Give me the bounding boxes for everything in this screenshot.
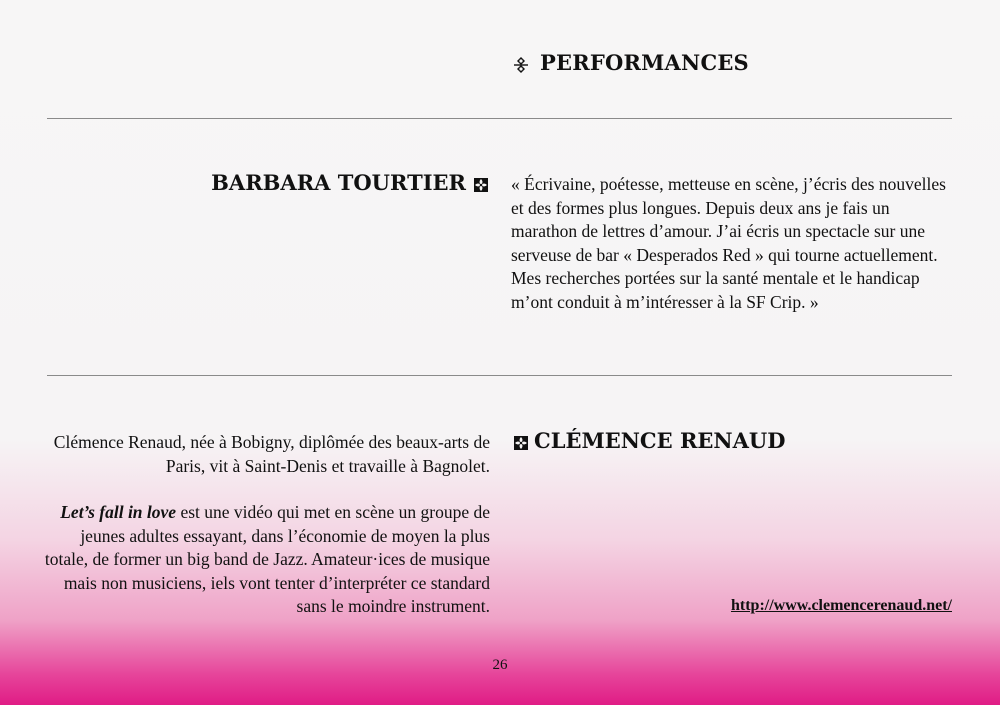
flower-ornament-icon xyxy=(472,174,490,192)
flower-ornament-icon xyxy=(512,432,530,450)
section-title: PERFORMANCES xyxy=(540,50,749,75)
statement-text: « Écrivaine, poétesse, metteuse en scène, j’écris des nouvelles et des formes plus longues. Depuis deux ans je fais un marathon de lettres d’amour. J’ai écris un spectacle sur une serveuse de bar « Desperados Red » qui tourne actuellement. Mes recherches portées sur la santé mentale et le handicap m’ont conduit à m’intéresser à la SF Crip. » xyxy=(511,174,946,312)
artist-name-text: CLÉMENCE RENAUD xyxy=(534,428,786,453)
bio-text: Clémence Renaud, née à Bobigny, diplômée des beaux-arts de Paris, vit à Saint-Denis et travaille à Bagnolet. xyxy=(53,432,490,476)
divider xyxy=(47,118,952,119)
ornament-icon xyxy=(512,54,530,72)
divider xyxy=(47,375,952,376)
work-description-text: est une vidéo qui met en scène un groupe de jeunes adultes essayant, dans l’économie de moyen la plus totale, de former un big band de Jazz. Amateur·ices de musique mais non musiciens, iels vont tenter d’interpréter ce standard sans le moindre instrument. xyxy=(44,502,490,616)
artist-name-clemence xyxy=(512,428,785,453)
artist-name-text: BARBARA TOURTIER xyxy=(211,170,466,195)
artist-name-barbara xyxy=(211,170,490,195)
section-heading xyxy=(512,50,749,75)
work-description xyxy=(40,501,490,619)
page-number: 26 xyxy=(492,657,508,673)
artist-bio xyxy=(40,431,490,642)
artist-statement xyxy=(511,173,956,314)
work-title: Let’s fall in love xyxy=(60,502,177,522)
artist-website-link[interactable]: http://www.clemencerenaud.net/ xyxy=(730,597,952,614)
